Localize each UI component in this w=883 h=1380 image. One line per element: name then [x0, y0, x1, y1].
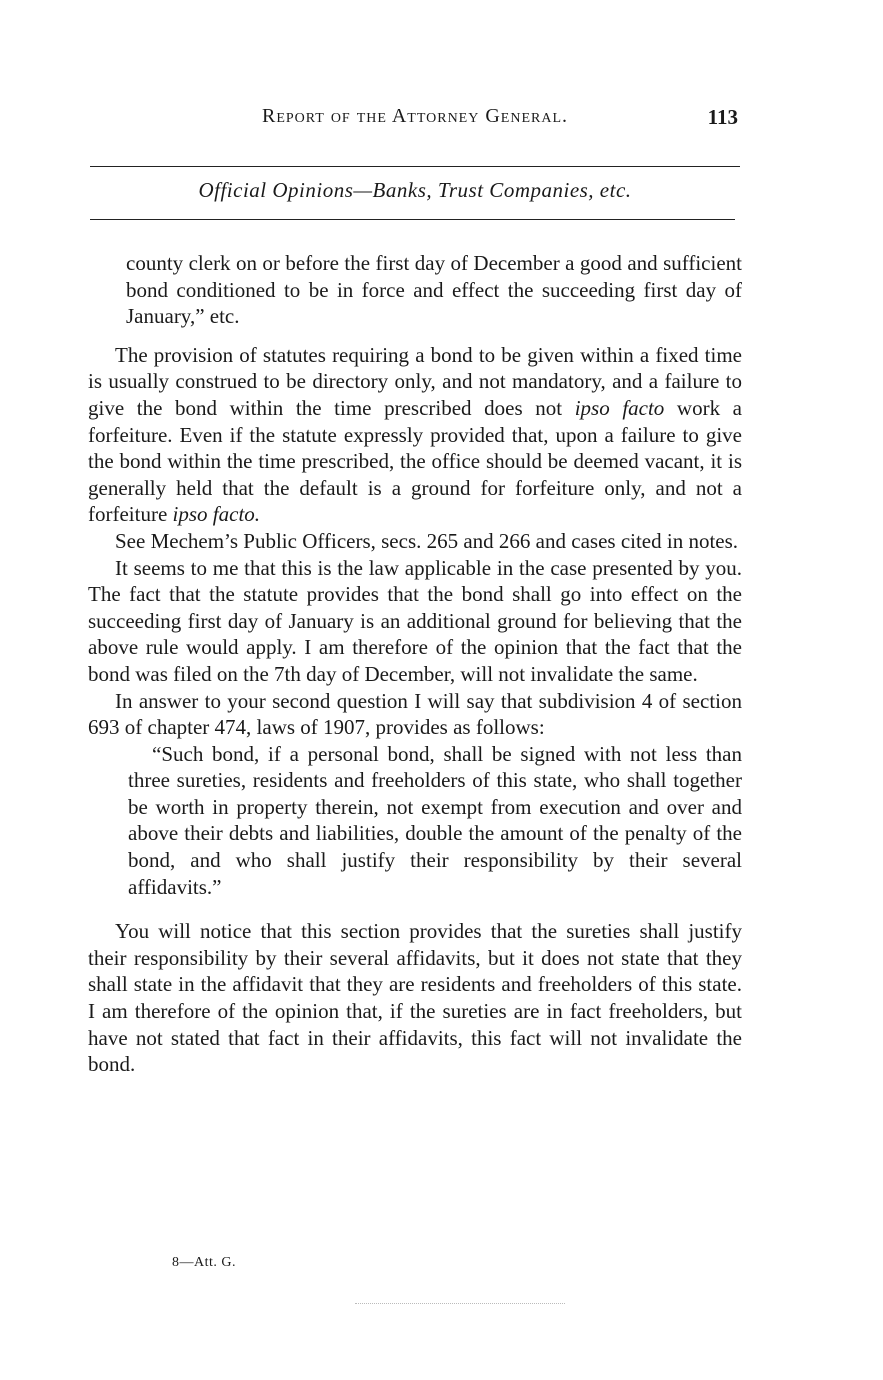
quoted-subdivision: “Such bond, if a personal bond, shall be signed with not less than three sureties, residents and freeholders of this state, who shall together be worth in property therein, not exempt from execution and over and above their debts and liabilities, double the amount of the penalty of the bond, and who shall justify their responsibility by their several affidavits.” [128, 741, 742, 899]
running-head [90, 105, 740, 137]
latin-term: ipso facto. [172, 502, 261, 527]
latin-term: ipso facto [574, 395, 665, 420]
signature-mark: 8—Att. G. [172, 1255, 236, 1270]
quoted-statute-continuation: county clerk on or before the first day of December a good and sufficient bond conditioned to be in force and effect the succeeding first day of January,” etc. [126, 251, 742, 329]
paragraph-opinion-first: It seems to me that this is the law applicable in the case presented by you. The fact that the statute provides that the bond shall go into effect on the succeeding first day of January is an additional ground for believing that the above rule would apply. I am therefore of the opinion that the fact that the bond was filed on the 7th day of December, will not invalidate the same. [88, 555, 742, 686]
header-rule-bottom [90, 219, 735, 220]
paragraph-directory-rule [88, 342, 742, 528]
page-number: 113 [707, 105, 738, 129]
header-rule-top [90, 166, 740, 167]
paragraph-citation: See Mechem’s Public Officers, secs. 265 and 266 and cases cited in notes. [115, 528, 739, 553]
running-title: Report of the Attorney General. [261, 105, 568, 127]
section-title: Official Opinions—Banks, Trust Companies, etc. [198, 178, 632, 202]
paragraph-second-question: In answer to your second question I will say that subdivision 4 of section 693 of chapter 474, laws of 1907, provides as follows: [88, 688, 742, 740]
print-smudge [355, 1303, 565, 1304]
paragraph-opinion-second: You will notice that this section provides that the sureties shall justify their responsibility by their several affidavits, but it does not state that they shall state in the affidavit that they are residents and freeholders of this state. I am therefore of the opinion that, if the sureties are in fact freeholders, but have not stated that fact in their affidavits, this fact will not invalidate the bond. [88, 919, 742, 1077]
body-text [88, 250, 742, 1078]
paragraph-text: work a forfeiture. Even if the statute expressly provided that, upon a failure to give the bond within the time prescribed, the office should be deemed vacant, it is generally held that the default is a ground for forfeiture only, and not a forfeiture [88, 395, 743, 527]
paragraph-text: The provision of statutes requiring a bond to be given within a fixed time is usually construed to be directory only, and not mandatory, and a failure to give the bond within the time prescribed does not [88, 342, 742, 420]
